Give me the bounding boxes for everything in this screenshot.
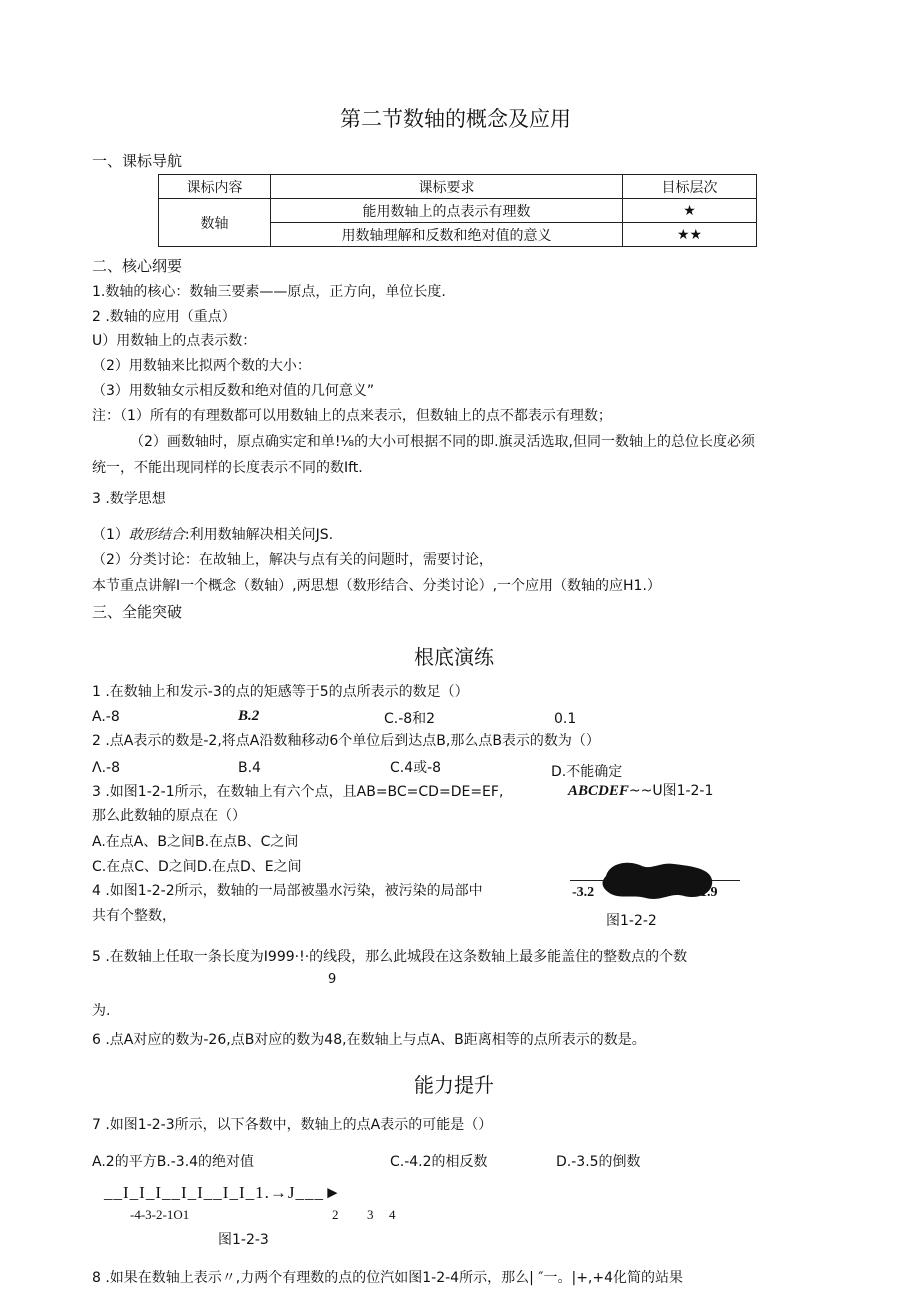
question-4: 4 .如图1-2-2所示，数轴的一局部被墨水污染，被污染的局部中: [92, 883, 483, 899]
table-row: [159, 199, 757, 223]
table-cell-requirement: 能用数轴上的点表示有理数: [271, 199, 623, 223]
question-1: 1 .在数轴上和发示-3的点的矩感等于5的点所表示的数足（）: [92, 684, 469, 700]
question-3-cont: 那么此数轴的原点在（）: [92, 808, 246, 824]
page-title: 第二节数轴的概念及应用: [340, 107, 571, 131]
figure-1-2-1: [568, 782, 713, 800]
fraction-denominator: 9: [328, 972, 337, 987]
text-line: 3 .数学思想: [92, 491, 166, 507]
text-line: [92, 527, 333, 544]
subsection-heading-advanced: 能力提升: [414, 1073, 494, 1097]
standards-table: [158, 174, 757, 247]
text-fragment: 敢形结合: [128, 527, 185, 543]
option-d: 0.1: [554, 711, 577, 727]
figure-points-label: ABCDEF: [568, 783, 629, 799]
table-cell-content: 数轴: [159, 199, 271, 247]
question-6: 6 .点A对应的数为-26,点B对应的数为48,在数轴上与点A、B距离相等的点所表示的数是。: [92, 1032, 646, 1048]
option-c: C.-8和2: [384, 711, 436, 727]
tick-label: 2: [332, 1207, 339, 1222]
table-header-row: [159, 175, 757, 199]
text-fragment: :利用数轴解决相关问JS.: [184, 527, 334, 543]
text-line: U）用数轴上的点表示数：: [92, 333, 257, 349]
options-line: A.2的平方B.-3.4的绝对值: [92, 1154, 255, 1170]
question-4-cont: 共有个整数，: [92, 908, 176, 924]
tick-label: 3: [367, 1207, 374, 1222]
option-a: A.-8: [92, 709, 120, 725]
note-line: 注：（1）所有的有理数都可以用数轴上的点来表示，但数轴上的点不都表示有理数；: [92, 408, 612, 424]
option-c: C.4或-8: [390, 760, 442, 776]
text-line: （2）用数轴来比拟两个数的大小：: [92, 358, 311, 374]
figure-caption: ~~U图1-2-1: [628, 783, 714, 799]
text-line: 本节重点讲解I一个概念（数轴）,两思想（数形结合、分类讨论）,一个应用（数轴的应H1.）: [92, 578, 661, 594]
option-a: Λ.-8: [92, 760, 120, 776]
options-line: C.在点C、D之间D.在点D、E之间: [92, 859, 302, 875]
subsection-heading-basic: 根底演练: [414, 645, 494, 669]
section-heading-2: 二、核心纲要: [92, 257, 183, 275]
section-heading-1: 一、课标导航: [92, 152, 183, 170]
option-d: D.不能确定: [551, 764, 623, 780]
question-3: 3 .如图1-2-1所示，在数轴上有六个点，且AB=BC=CD=DE=EF,: [92, 784, 504, 800]
option-d: D.-3.5的倒数: [556, 1154, 641, 1170]
text-line: （3）用数轴女示相反数和绝对值的几何意义”: [92, 383, 375, 399]
question-5: 5 .在数轴上任取一条长度为I999·!·的线段，那么此城段在这条数轴上最多能盖住的整数点的个数: [92, 949, 688, 965]
question-8: 8 .如果在数轴上表示〃,力两个有理数的点的位汽如图1-2-4所示，那么| ″一。|+,+4化简的站果: [92, 1270, 684, 1286]
table-header: 目标层次: [623, 175, 757, 199]
options-line: A.在点A、B之间B.在点B、C之间: [92, 834, 299, 850]
tick-label: 4: [389, 1207, 396, 1222]
table-header: 课标内容: [159, 175, 271, 199]
figure-caption: 图1-2-3: [218, 1232, 269, 1248]
option-c: C.-4.2的相反数: [390, 1154, 488, 1170]
note-line: 统一，不能出现同样的长度表示不同的数Ift.: [92, 460, 363, 476]
figure-caption: 图1-2-2: [606, 913, 657, 929]
table-cell-level: ★★: [623, 223, 757, 247]
option-b: B.4: [238, 760, 261, 776]
table-cell-level: ★: [623, 199, 757, 223]
text-line: 2 .数轴的应用（重点）: [92, 309, 236, 325]
section-heading-3: 三、全能突破: [92, 603, 183, 621]
table-cell-requirement: 用数轴理解和反数和绝对值的意义: [271, 223, 623, 247]
number-label-left: -3.2: [572, 885, 595, 900]
ink-stain: [596, 858, 716, 904]
question-7: 7 .如图1-2-3所示，以下各数中，数轴上的点A表示的可能是（）: [92, 1117, 493, 1133]
note-line: （2）画数轴时，原点确实定和单!⅛的大小可根据不同的即.旗灵活选取,但同一数轴上的总位长度必须: [130, 434, 755, 450]
number-label-right: 1.9: [700, 885, 718, 900]
question-5-cont: 为.: [92, 1003, 111, 1019]
text-line: 1.数轴的核心：数轴三要素——原点，正方向，单位长度.: [92, 284, 446, 300]
text-line: （2）分类讨论：在故轴上，解决与点有关的问题时，需要讨论，: [92, 552, 493, 568]
tick-labels: -4-3-2-1O1: [130, 1207, 190, 1222]
option-b: B.2: [238, 708, 260, 724]
number-line-figure: __I_I_I__I_I__I_I_1.→J___►: [104, 1183, 342, 1202]
question-2: 2 .点A表示的数是-2,将点A沿数釉移动6个单位后到达点B,那么点B表示的数为（）: [92, 733, 600, 749]
text-fragment: （1）: [92, 527, 129, 543]
table-header: 课标要求: [271, 175, 623, 199]
